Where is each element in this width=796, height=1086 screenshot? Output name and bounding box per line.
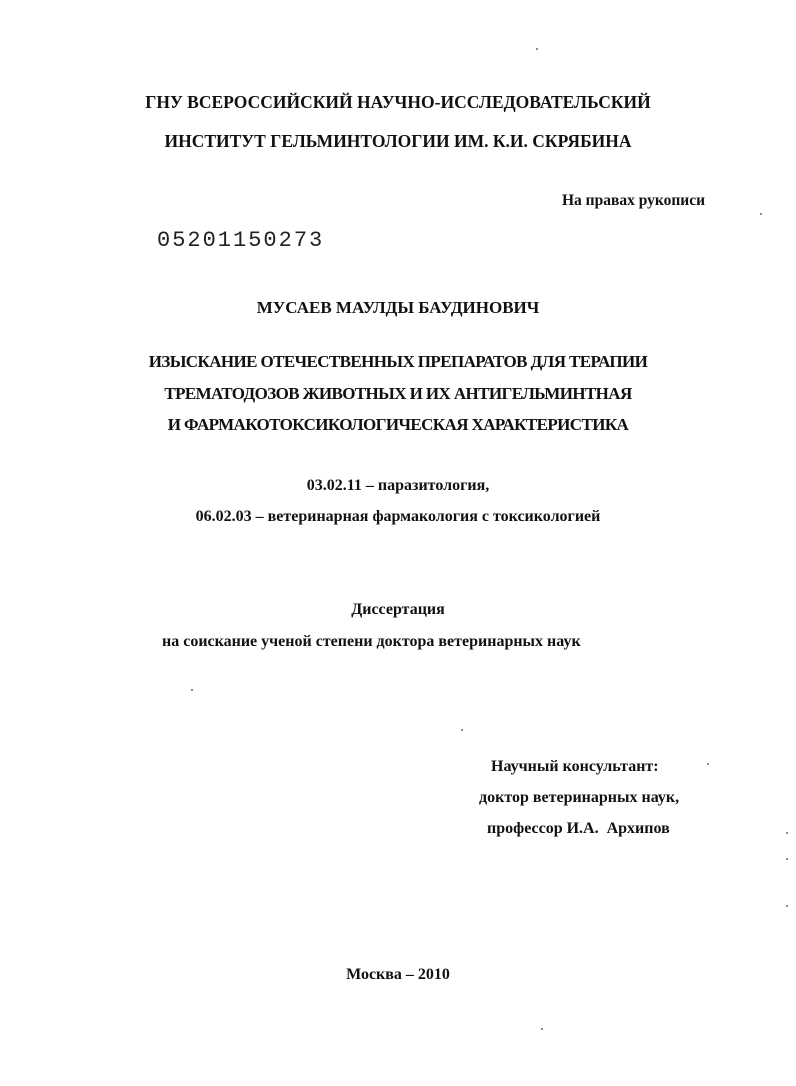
- author-name: МУСАЕВ МАУЛДЫ БАУДИНОВИЧ: [256, 298, 540, 317]
- scan-speck: [760, 213, 762, 215]
- scan-speck: [707, 763, 709, 765]
- scan-speck: [786, 905, 788, 907]
- thesis-title-line-2: ТРЕМАТОДОЗОВ ЖИВОТНЫХ И ИХ АНТИГЕЛЬМИНТНАЯ: [164, 384, 632, 403]
- thesis-title-line-1: ИЗЫСКАНИЕ ОТЕЧЕСТВЕННЫХ ПРЕПАРАТОВ ДЛЯ ТЕРАПИИ: [148, 352, 648, 371]
- document-type: Диссертация: [351, 601, 445, 618]
- registration-number: 05201150273: [157, 228, 325, 253]
- consultant-name: профессор И.А. Архипов: [487, 820, 670, 837]
- scan-speck: [191, 689, 193, 691]
- specialty-line-2: 06.02.03 – ветеринарная фармакология с токсикологией: [195, 508, 601, 525]
- consultant-degree: доктор ветеринарных наук,: [479, 789, 680, 806]
- consultant-label: Научный консультант:: [491, 758, 659, 775]
- scan-speck: [541, 1028, 543, 1030]
- place-and-year: Москва – 2010: [346, 966, 450, 983]
- scan-speck: [786, 858, 788, 860]
- thesis-title-line-3: И ФАРМАКОТОКСИКОЛОГИЧЕСКАЯ ХАРАКТЕРИСТИКА: [167, 415, 629, 434]
- specialty-line-1: 03.02.11 – паразитология,: [306, 477, 490, 494]
- institution-line-1: ГНУ ВСЕРОССИЙСКИЙ НАУЧНО-ИССЛЕДОВАТЕЛЬСКИЙ: [145, 92, 651, 112]
- institution-line-2: ИНСТИТУТ ГЕЛЬМИНТОЛОГИИ ИМ. К.И. СКРЯБИНА: [164, 131, 632, 151]
- manuscript-rights: На правах рукописи: [562, 192, 706, 209]
- degree-statement: на соискание ученой степени доктора ветеринарных наук: [162, 633, 581, 650]
- scan-speck: [786, 832, 788, 834]
- scan-speck: [536, 48, 538, 50]
- scan-speck: [461, 729, 463, 731]
